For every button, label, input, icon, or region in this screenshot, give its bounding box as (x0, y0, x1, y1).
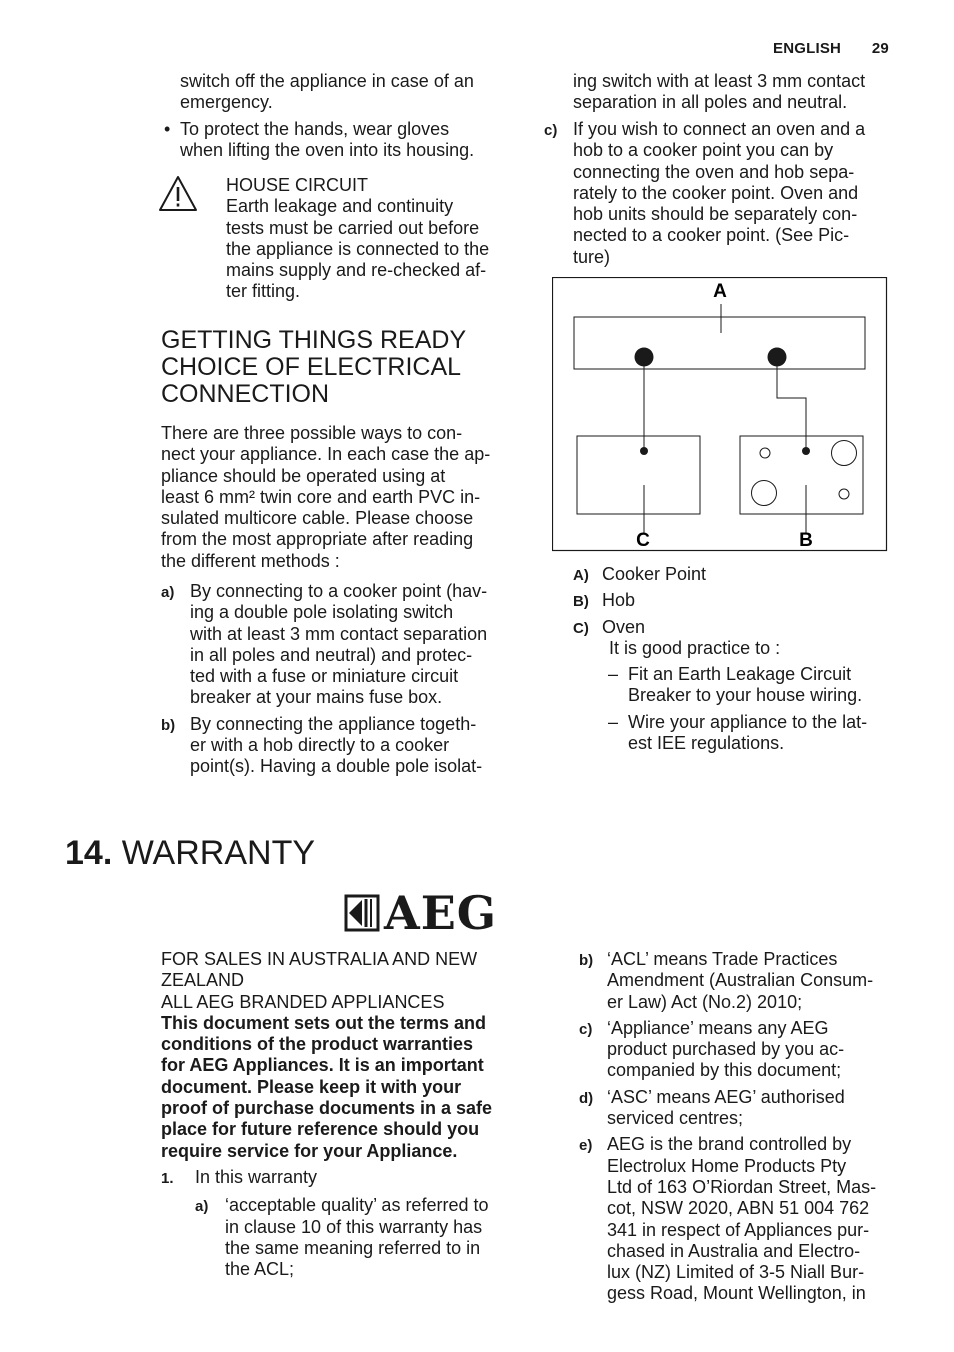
text-line: AEG is the brand controlled by (607, 1134, 852, 1155)
legend-text: Hob (602, 590, 636, 611)
definition-item (579, 1087, 909, 1130)
text-line: FOR SALES IN AUSTRALIA AND NEW (161, 949, 478, 969)
text-line: er with a hob directly to a cooker (190, 735, 450, 756)
continued-text (573, 71, 913, 114)
bullet-item (160, 119, 520, 162)
practice-item (608, 664, 913, 707)
text-line: switch off the appliance in case of an (180, 71, 474, 91)
text-line: pliance should be operated using at (161, 465, 446, 486)
connection-diagram (552, 277, 888, 553)
header-language: ENGLISH (773, 40, 842, 57)
text-line: ‘acceptable quality’ as referred to (225, 1195, 489, 1216)
text-line: ted with a fuse or miniature circuit (190, 666, 459, 687)
warning-title: HOUSE CIRCUIT (226, 175, 369, 195)
text-line: connecting the oven and hob sepa- (573, 161, 855, 182)
text-line: ing switch with at least 3 mm contact (573, 71, 866, 91)
list-marker: a) (161, 584, 175, 601)
intro-text (180, 71, 520, 114)
hob-terminal (802, 447, 810, 455)
text-line: gess Road, Mount Wellington, in (607, 1283, 866, 1304)
list-marker: c) (544, 122, 558, 139)
text-line: from the most appropriate after reading (161, 529, 474, 550)
text-line: the ACL; (225, 1259, 295, 1280)
list-item (161, 581, 521, 709)
legend-marker: C) (573, 619, 589, 637)
warranty-right-column (579, 944, 909, 1305)
warranty-left-column (161, 949, 531, 1280)
list-marker: e) (579, 1137, 593, 1155)
logo-text: AEG (384, 886, 498, 940)
running-header (773, 40, 889, 57)
dash-marker: – (608, 664, 619, 685)
text-line: the same meaning referred to in (225, 1237, 481, 1258)
text-line: nected to a cooker point. (See Pic- (573, 225, 850, 246)
text-line: To protect the hands, wear gloves (180, 119, 450, 139)
text-line: nect your appliance. In each case the ap- (161, 444, 491, 465)
text-line: breaker at your mains fuse box. (190, 687, 443, 708)
text-line: There are three possible ways to con- (161, 423, 463, 443)
list-marker: b) (161, 716, 176, 734)
text-line: This document sets out the terms and (161, 1012, 487, 1033)
method-list (161, 576, 521, 778)
legend-marker: A) (573, 567, 589, 584)
warranty-heading (65, 834, 315, 873)
text-line: with at least 3 mm contact separation (190, 623, 488, 644)
text-line: ZEALAND (161, 970, 245, 991)
sub-item (195, 1195, 531, 1280)
text-line: ‘Appliance’ means any AEG (607, 1017, 829, 1038)
text-line: companied by this document; (607, 1060, 842, 1081)
text-line: least 6 mm² twin core and earth PVC in- (161, 486, 481, 507)
text-line: emergency. (180, 92, 273, 113)
section-number: 14. (65, 834, 113, 872)
text-line: Ltd of 163 O’Riordan Street, Mas- (607, 1176, 877, 1197)
text-line: Breaker to your house wiring. (628, 685, 863, 706)
text-line: Fit an Earth Leakage Circuit (628, 664, 852, 685)
definition-item (579, 1018, 909, 1082)
definition-item (579, 1134, 909, 1304)
legend-item (573, 617, 913, 638)
text-line: serviced centres; (607, 1108, 744, 1129)
text-line: ALL AEG BRANDED APPLIANCES (161, 991, 445, 1012)
intro-paragraph (161, 423, 521, 572)
text-line: mains supply and re-checked af- (226, 260, 487, 281)
text-line: est IEE regulations. (628, 733, 785, 754)
text-line: in clause 10 of this warranty has (225, 1216, 483, 1237)
numbered-item (161, 1167, 531, 1188)
text-line: By connecting the appliance togeth- (190, 713, 477, 734)
text-line: Amendment (Australian Consum- (607, 970, 874, 991)
text-line: By connecting to a cooker point (hav- (190, 581, 488, 601)
text-line: cot, NSW 2020, ABN 51 004 762 (607, 1198, 870, 1219)
section-title: WARRANTY (121, 834, 316, 872)
text-line: the appliance is connected to the (226, 238, 490, 259)
text-line: product purchased by you ac- (607, 1039, 845, 1060)
diagram-frame (553, 278, 887, 551)
text-line: when lifting the oven into its housing. (180, 140, 475, 161)
heading-line: GETTING THINGS READY (161, 326, 467, 354)
legend-text: Oven (602, 616, 646, 637)
practice-item (608, 712, 913, 755)
heading-line: CONNECTION (161, 380, 330, 408)
list-item (544, 119, 914, 268)
text-line: ture) (573, 246, 611, 267)
diagram-legend (573, 559, 913, 754)
text-line: the different methods : (161, 550, 340, 571)
important-notice (161, 1013, 531, 1162)
definition-item (579, 949, 909, 1013)
text-line: proof of purchase documents in a safe (161, 1098, 493, 1119)
text-line: point(s). Having a double pole isolat- (190, 756, 483, 777)
dash-marker: – (608, 711, 619, 732)
list-marker: d) (579, 1089, 594, 1107)
warning-triangle-icon (158, 175, 198, 213)
text-line: er Law) Act (No.2) 2010; (607, 991, 803, 1012)
text-line: place for future reference should you (161, 1119, 480, 1140)
section-heading (161, 327, 541, 408)
text-line: Earth leakage and continuity (226, 196, 454, 217)
label-b: B (799, 530, 813, 551)
legend-item (573, 590, 913, 611)
text-line: chased in Australia and Electro- (607, 1240, 861, 1261)
text-line: Electrolux Home Products Pty (607, 1155, 847, 1176)
practice-intro: It is good practice to : (609, 637, 781, 658)
label-c: C (636, 530, 650, 551)
text-line: separation in all poles and neutral. (573, 92, 848, 113)
list-marker: c) (579, 1020, 593, 1038)
text-line: ter fitting. (226, 281, 301, 302)
text-line: Wire your appliance to the lat- (628, 711, 868, 732)
text-line: 341 in respect of Appliances pur- (607, 1219, 870, 1240)
text-line: in all poles and neutral) and protec- (190, 644, 473, 665)
oven-terminal (640, 447, 648, 455)
method-c (544, 114, 914, 268)
text-line: require service for your Appliance. (161, 1140, 458, 1161)
page-number: 29 (871, 40, 889, 57)
text-line: document. Please keep it with your (161, 1076, 462, 1097)
text-line: for AEG Appliances. It is an important (161, 1055, 484, 1076)
text-line: ing a double pole isolating switch (190, 602, 454, 623)
list-marker: b) (579, 952, 594, 969)
house-circuit-warning (226, 175, 526, 303)
text-line: ‘ASC’ means AEG’ authorised (607, 1086, 845, 1107)
list-marker: 1. (161, 1169, 174, 1187)
text-line: ‘ACL’ means Trade Practices (607, 949, 838, 969)
text-line: hob to a cooker point you can by (573, 140, 834, 161)
text-line: sulated multicore cable. Please choose (161, 508, 474, 529)
list-item (161, 714, 521, 778)
label-a: A (713, 281, 727, 302)
aeg-logo (344, 886, 498, 940)
bullet-dot: • (164, 119, 171, 139)
aeg-logo-icon (344, 894, 380, 932)
text-line: If you wish to connect an oven and a (573, 119, 866, 139)
legend-item (573, 564, 913, 585)
text-line: tests must be carried out before (226, 217, 480, 238)
text-line: lux (NZ) Limited of 3-5 Niall Bur- (607, 1262, 865, 1283)
text-line: conditions of the product warranties (161, 1034, 474, 1055)
list-marker: a) (195, 1198, 209, 1216)
legend-text: Cooker Point (602, 564, 707, 584)
text-line: hob units should be separately con- (573, 204, 858, 225)
text-line: rately to the cooker point. Oven and (573, 182, 859, 203)
legend-marker: B) (573, 593, 589, 611)
heading-line: CHOICE OF ELECTRICAL (161, 353, 462, 381)
text-line: In this warranty (195, 1166, 318, 1187)
